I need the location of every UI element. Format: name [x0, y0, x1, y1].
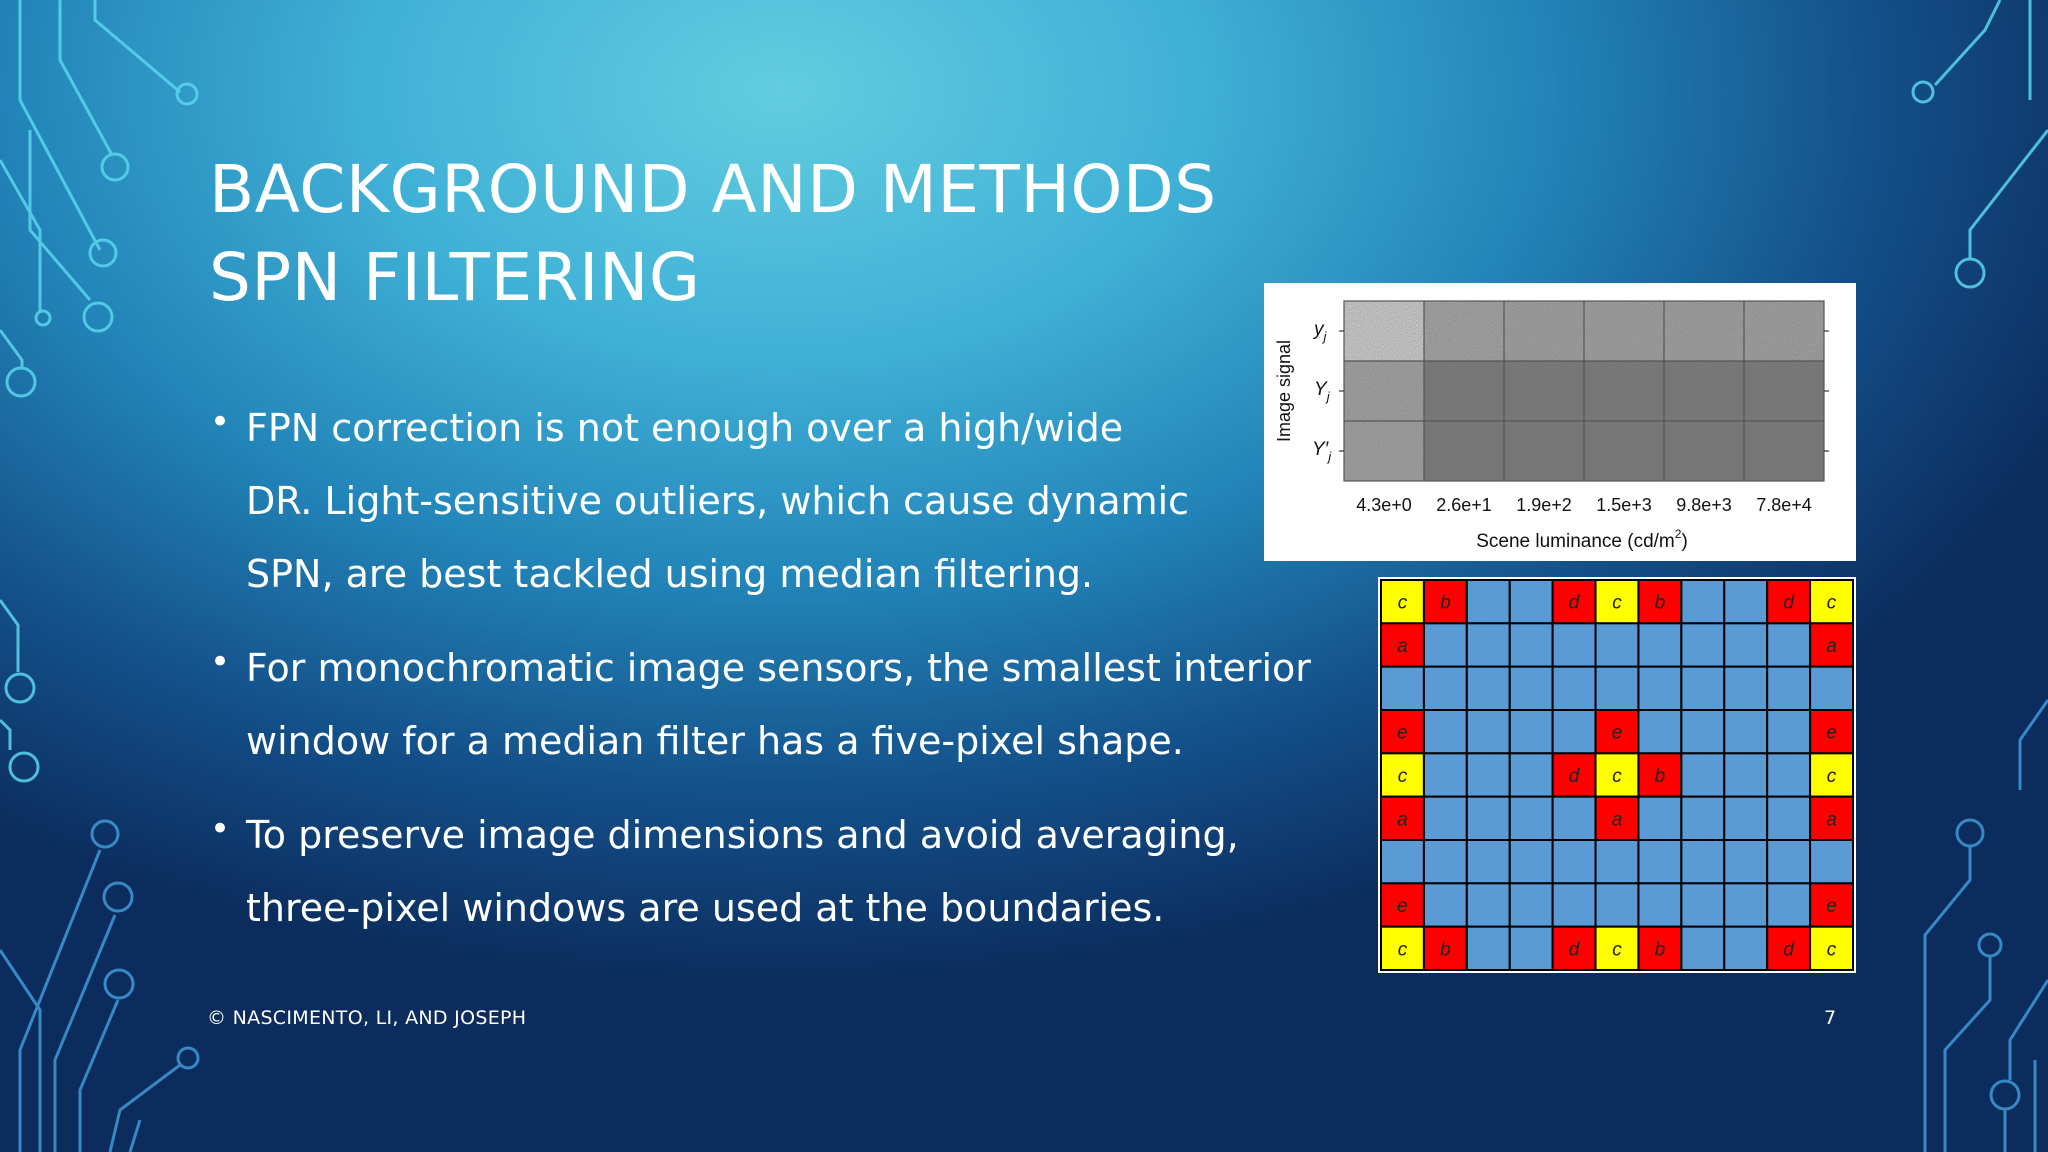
window-cell-empty [1767, 840, 1810, 883]
window-cell-empty [1510, 667, 1553, 710]
window-cell-empty [1638, 840, 1681, 883]
window-cell-label: d [1783, 939, 1794, 961]
window-cell-empty [1510, 580, 1553, 623]
window-cell-label: e [1397, 722, 1408, 744]
window-cell-empty [1553, 667, 1596, 710]
x-tick-label: 9.8e+3 [1676, 495, 1732, 515]
window-cell-empty [1638, 883, 1681, 926]
window-cell-empty [1810, 840, 1853, 883]
window-cell-empty [1510, 753, 1553, 796]
window-cell-empty [1681, 623, 1724, 666]
window-cell-label: d [1783, 592, 1794, 614]
window-cell-empty [1681, 797, 1724, 840]
window-cell-label: e [1826, 896, 1837, 917]
strip-Y-col1 [1344, 361, 1424, 421]
window-cell-label: c [1612, 939, 1622, 961]
x-tick-label: 4.3e+0 [1356, 495, 1412, 515]
slide-title [209, 146, 1269, 322]
window-cell-empty [1467, 753, 1510, 796]
image-signal-figure [1264, 283, 1856, 561]
window-cell-empty [1724, 797, 1767, 840]
window-cell-empty [1767, 623, 1810, 666]
median-window-grid [1378, 577, 1856, 973]
window-cell-empty [1681, 927, 1724, 970]
window-cell-empty [1467, 840, 1510, 883]
row-labels [1312, 319, 1332, 464]
window-cell-empty [1810, 667, 1853, 710]
bullet-line: To preserve image dimensions and avoid averaging, [246, 813, 1239, 857]
window-cell-empty [1381, 840, 1424, 883]
window-cell-empty [1467, 883, 1510, 926]
window-cell-label: a [1826, 636, 1837, 657]
title-line-2: SPN FILTERING [209, 239, 701, 316]
window-cell-empty [1767, 883, 1810, 926]
window-cell-label: c [1826, 939, 1837, 961]
window-cell-empty [1467, 580, 1510, 623]
window-cell-label: c [1612, 766, 1622, 787]
window-cell-label: b [1654, 939, 1666, 961]
image-signal-figure-svg [1264, 283, 1856, 561]
bullet-list [210, 392, 1350, 966]
bullet-item [210, 392, 1350, 611]
window-cell-label: c [1397, 592, 1408, 614]
window-cell-empty [1424, 883, 1467, 926]
window-cell-label: c [1612, 592, 1622, 614]
x-tick-label: 7.8e+4 [1756, 495, 1812, 515]
bullet-line: three-pixel windows are used at the boundaries. [246, 886, 1165, 930]
window-cell-empty [1553, 883, 1596, 926]
window-cell-label: d [1568, 592, 1580, 614]
window-cell-empty [1724, 840, 1767, 883]
window-cell-empty [1510, 710, 1553, 753]
window-cell-empty [1467, 797, 1510, 840]
bullet-line: FPN correction is not enough over a high/wide [246, 406, 1124, 450]
bullet-line: DR. Light-sensitive outliers, which cause dynamic [246, 479, 1190, 523]
window-cell-empty [1467, 623, 1510, 666]
window-cell-empty [1596, 840, 1639, 883]
window-cell-empty [1424, 667, 1467, 710]
footer-copyright: © NASCIMENTO, LI, AND JOSEPH [207, 1007, 527, 1029]
window-cell-empty [1553, 623, 1596, 666]
window-cell-empty [1510, 623, 1553, 666]
window-cell-empty [1424, 840, 1467, 883]
window-cell-label: c [1397, 766, 1408, 787]
window-cell-empty [1553, 840, 1596, 883]
x-tick-labels [1356, 495, 1812, 515]
window-cell-empty [1724, 883, 1767, 926]
window-cell-label: a [1397, 809, 1408, 831]
window-cell-empty [1767, 667, 1810, 710]
svg-text:Y′j [1312, 439, 1332, 464]
window-cell-label: e [1397, 896, 1408, 917]
window-cell-empty [1681, 883, 1724, 926]
window-cell-label: e [1611, 722, 1623, 744]
window-cell-empty [1724, 623, 1767, 666]
row-label-sub: j [1323, 329, 1327, 344]
window-cell-empty [1381, 667, 1424, 710]
strip-y-col2 [1424, 301, 1504, 361]
window-cell-empty [1467, 710, 1510, 753]
svg-text:yj [1312, 319, 1328, 344]
row-label: y [1314, 319, 1324, 340]
page-number: 7 [1824, 1007, 1837, 1029]
bullet-line: SPN, are best tackled using median filtering. [246, 552, 1094, 596]
bullet-dot-icon: • [210, 402, 231, 442]
x-tick-label: 2.6e+1 [1436, 495, 1492, 515]
y-axis-label: Image signal [1274, 339, 1294, 443]
window-cell-label: c [1397, 939, 1408, 961]
bullet-line: For monochromatic image sensors, the smallest interior [246, 646, 1311, 690]
window-cell-empty [1424, 753, 1467, 796]
row-label: Y′ [1312, 439, 1329, 460]
window-cell-empty [1681, 753, 1724, 796]
window-cell-empty [1638, 623, 1681, 666]
strip-Yp-col1 [1344, 421, 1424, 481]
window-cell-empty [1767, 753, 1810, 796]
x-tick-label: 1.9e+2 [1516, 495, 1572, 515]
window-cell-label: b [1654, 766, 1666, 787]
window-cell-empty [1596, 623, 1639, 666]
window-cell-empty [1467, 927, 1510, 970]
bullet-dot-icon: • [210, 642, 231, 682]
window-cell-empty [1510, 797, 1553, 840]
window-cell-empty [1724, 667, 1767, 710]
window-cell-empty [1681, 580, 1724, 623]
window-cell-empty [1553, 797, 1596, 840]
window-cell-empty [1638, 710, 1681, 753]
window-cell-empty [1767, 797, 1810, 840]
window-cell-empty [1596, 667, 1639, 710]
window-cell-empty [1724, 710, 1767, 753]
window-cell-empty [1681, 710, 1724, 753]
window-cell-empty [1510, 840, 1553, 883]
window-cell-empty [1638, 797, 1681, 840]
row-label: Y [1314, 379, 1327, 400]
title-line-1: BACKGROUND AND METHODS [209, 151, 1217, 228]
window-cell-empty [1724, 580, 1767, 623]
bullet-item [210, 799, 1350, 945]
window-cell-label: b [1440, 939, 1451, 961]
window-cell-empty [1510, 883, 1553, 926]
x-axis-label: Scene luminance $(cd/m^2)$ [1476, 527, 1688, 552]
bullet-item [210, 632, 1350, 778]
window-cell-empty [1724, 753, 1767, 796]
strip-y-col1 [1344, 301, 1424, 361]
window-cell-empty [1638, 667, 1681, 710]
window-cell-label: d [1568, 766, 1580, 787]
window-cell-empty [1553, 710, 1596, 753]
row-label-sub: j [1326, 389, 1330, 404]
x-tick-label: 1.5e+3 [1596, 495, 1652, 515]
window-cell-empty [1767, 710, 1810, 753]
window-cell-label: b [1654, 592, 1666, 614]
window-cell-empty [1467, 667, 1510, 710]
window-cell-empty [1424, 797, 1467, 840]
window-cell-empty [1681, 840, 1724, 883]
window-cell-empty [1724, 927, 1767, 970]
window-cell-label: e [1826, 722, 1837, 744]
window-cell-label: d [1568, 939, 1580, 961]
bullet-dot-icon: • [210, 809, 231, 849]
bullet-line: window for a median filter has a five-pixel shape. [246, 719, 1184, 763]
row-label-sub: j [1328, 449, 1332, 464]
window-cell-label: a [1611, 809, 1623, 831]
window-cell-label: b [1440, 592, 1451, 614]
window-cell-label: c [1826, 766, 1837, 787]
window-cell-empty [1510, 927, 1553, 970]
window-cell-empty [1424, 710, 1467, 753]
window-cell-label: c [1826, 592, 1837, 614]
svg-text:Yj [1314, 379, 1331, 404]
window-cell-empty [1681, 667, 1724, 710]
window-cell-empty [1596, 883, 1639, 926]
median-window-grid-svg [1378, 577, 1856, 973]
window-cell-label: a [1397, 636, 1408, 657]
window-cell-label: a [1826, 809, 1837, 831]
window-cell-empty [1424, 623, 1467, 666]
